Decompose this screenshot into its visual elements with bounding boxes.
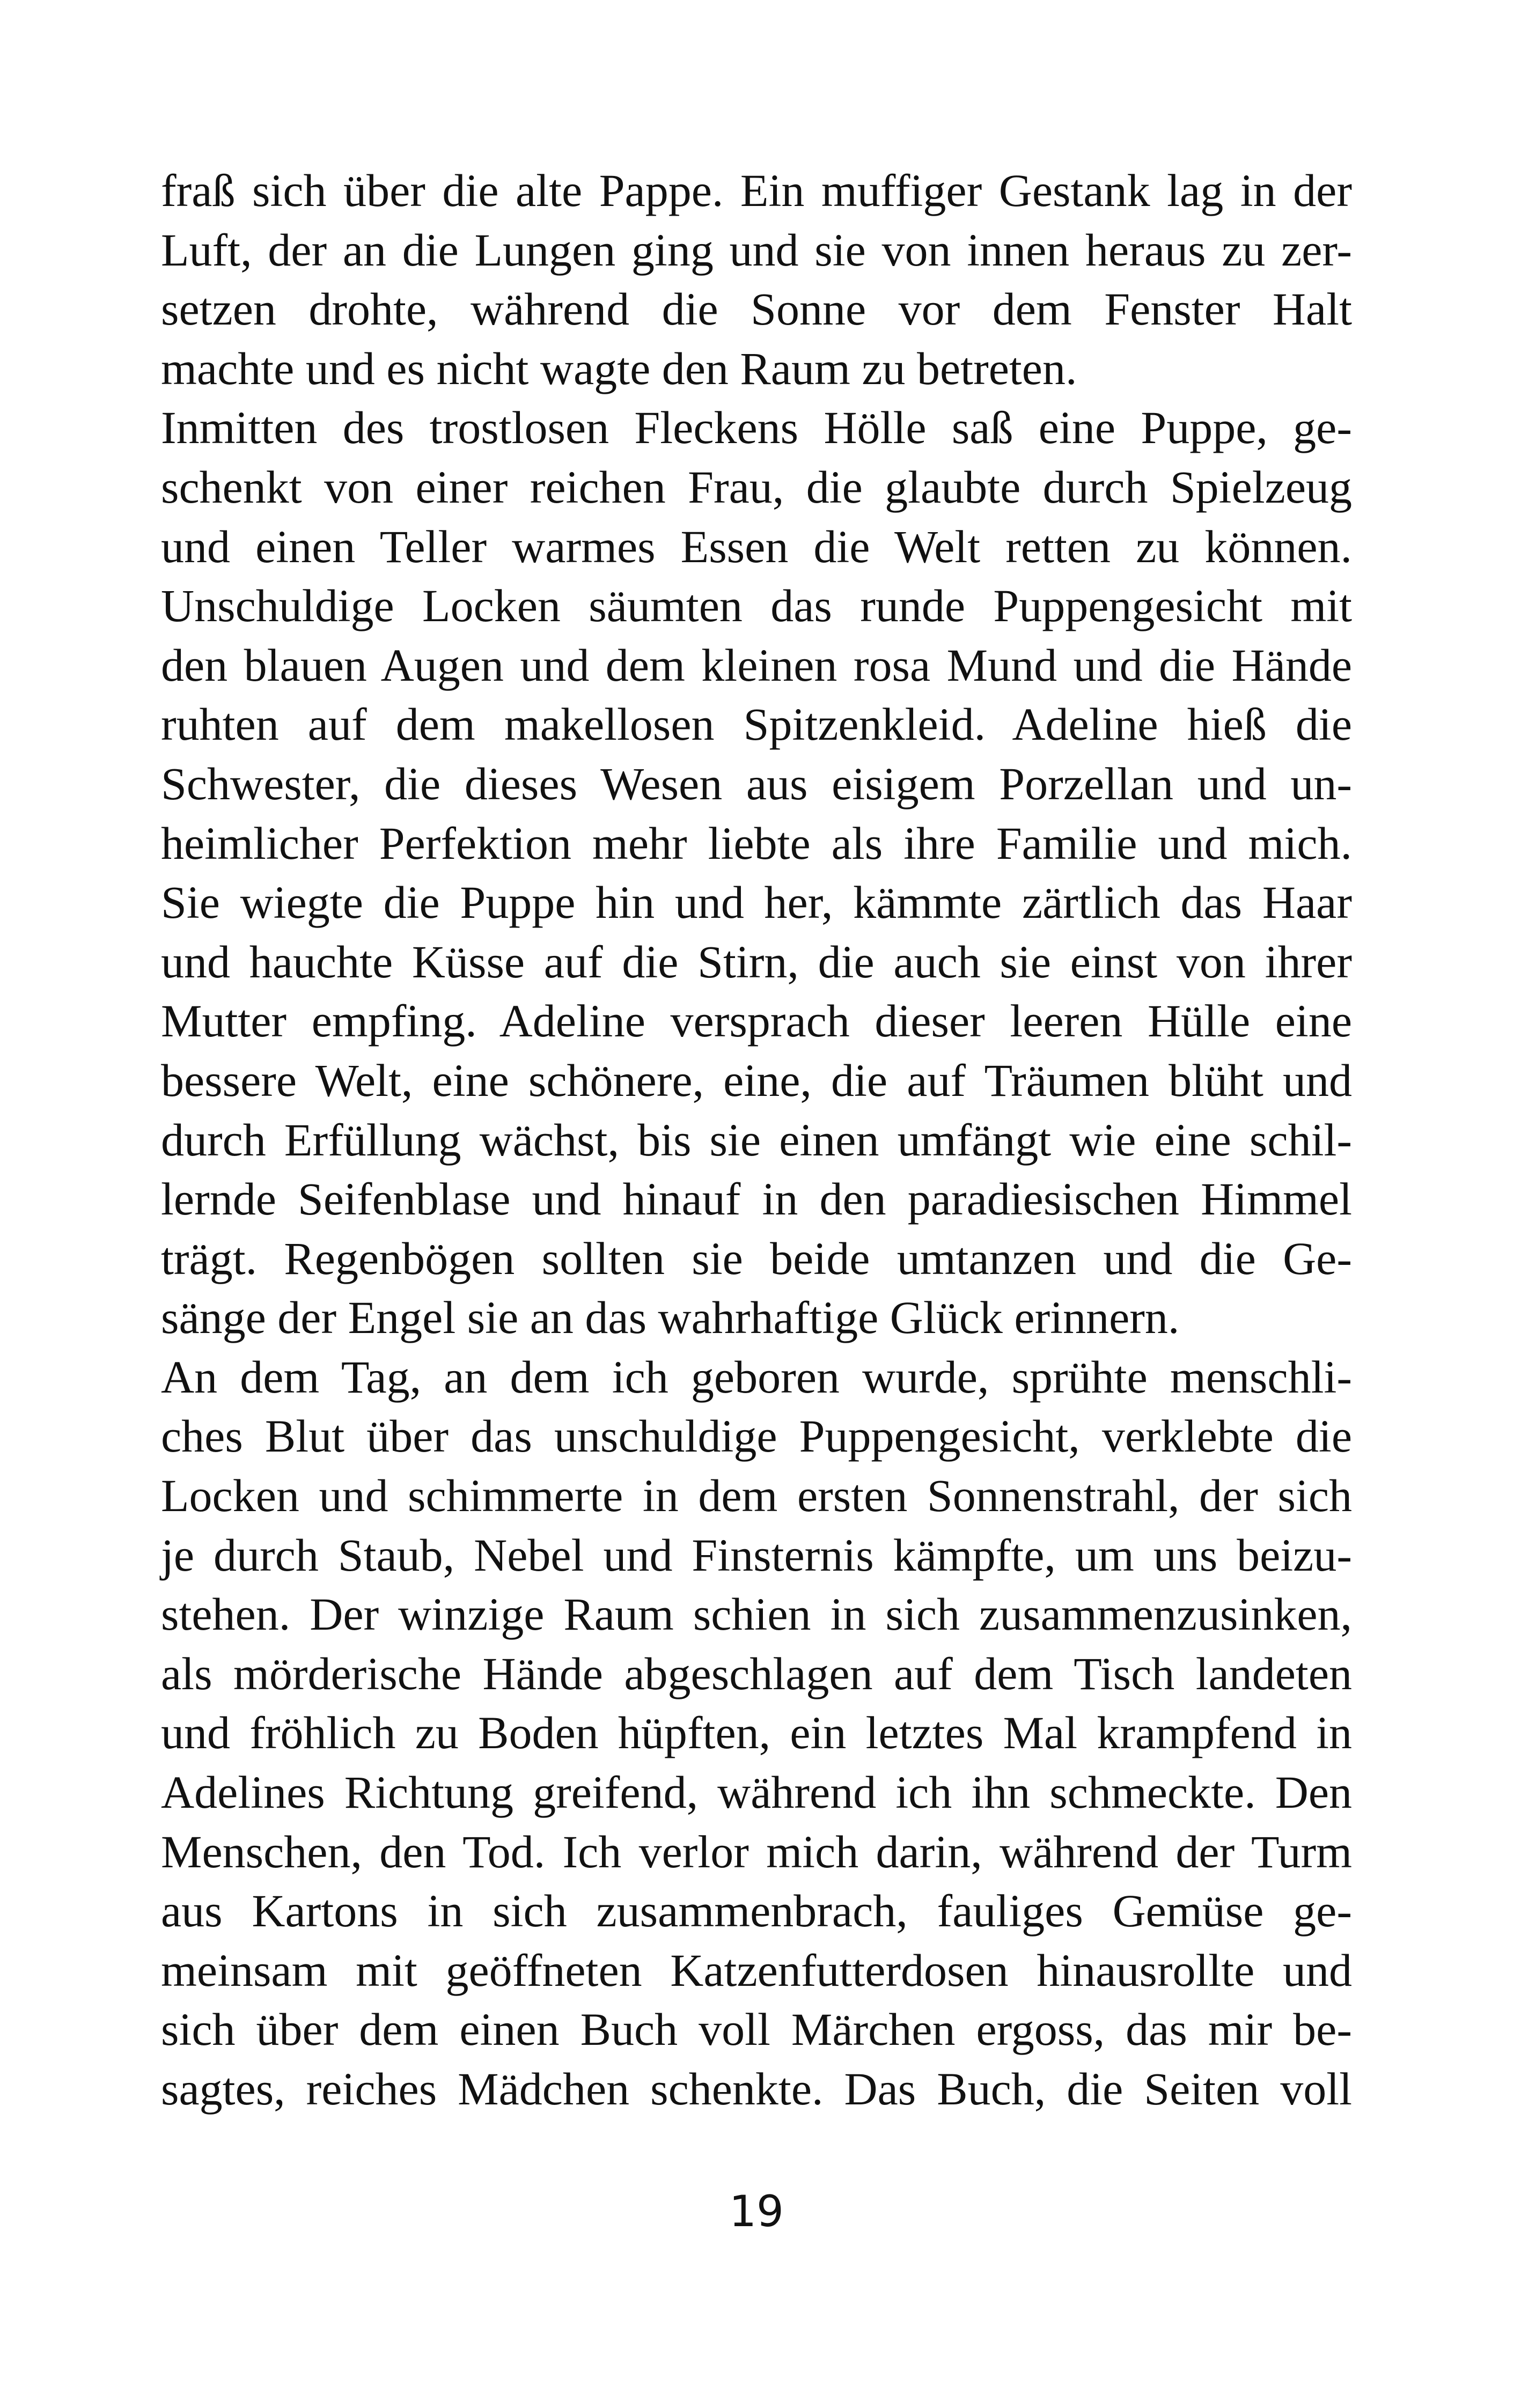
text-line: bessere Welt, eine schönere, eine, die auf Träumen blüht und	[161, 1054, 1352, 1106]
text-line: meinsam mit geöffneten Katzenfutterdosen hinausrollte und	[161, 1944, 1352, 1996]
text-line: schenkt von einer reichen Frau, die glaubte durch Spielzeug	[161, 461, 1352, 513]
text-line: ruhten auf dem makellosen Spitzenkleid. Adeline hieß die	[161, 698, 1352, 750]
text-line: ches Blut über das unschuldige Puppengesicht, verklebte die	[161, 1410, 1352, 1462]
text-line: durch Erfüllung wächst, bis sie einen umfängt wie eine schil-	[161, 1114, 1352, 1166]
text-line: Schwester, die dieses Wesen aus eisigem Porzellan und un-	[161, 757, 1352, 809]
text-line: Adelines Richtung greifend, während ich ihn schmeckte. Den	[161, 1766, 1352, 1818]
text-line: heimlicher Perfektion mehr liebte als ihre Familie und mich.	[161, 817, 1352, 869]
text-line: Sie wiegte die Puppe hin und her, kämmte zärtlich das Haar	[161, 877, 1352, 929]
text-line: Unschuldige Locken säumten das runde Puppengesicht mit	[161, 580, 1352, 632]
text-line: sänge der Engel sie an das wahrhaftige Glück erinnern.	[161, 1292, 1180, 1344]
text-line: Inmitten des trostlosen Fleckens Hölle saß eine Puppe, ge-	[161, 402, 1352, 454]
text-line: aus Kartons in sich zusammenbrach, fauliges Gemüse ge-	[161, 1885, 1352, 1937]
text-line: sagtes, reiches Mädchen schenkte. Das Buch, die Seiten voll	[161, 2063, 1352, 2115]
text-line: stehen. Der winzige Raum schien in sich zusammenzusinken,	[161, 1588, 1352, 1640]
text-line: machte und es nicht wagte den Raum zu betreten.	[161, 342, 1077, 394]
text-line: Mutter empfing. Adeline versprach dieser leeren Hülle eine	[161, 995, 1352, 1047]
text-line: Locken und schimmerte in dem ersten Sonnenstrahl, der sich	[161, 1470, 1352, 1522]
text-line: An dem Tag, an dem ich geboren wurde, sprühte menschli-	[161, 1351, 1352, 1403]
text-line: setzen drohte, während die Sonne vor dem Fenster Halt	[161, 283, 1352, 335]
text-line: und fröhlich zu Boden hüpften, ein letztes Mal krampfend in	[161, 1707, 1352, 1759]
text-line: Menschen, den Tod. Ich verlor mich darin, während der Turm	[161, 1825, 1352, 1877]
text-line: und einen Teller warmes Essen die Welt retten zu können.	[161, 520, 1352, 572]
body-text	[161, 161, 1352, 2119]
text-line: lernde Seifenblase und hinauf in den paradiesischen Himmel	[161, 1173, 1352, 1225]
text-line: sich über dem einen Buch voll Märchen ergoss, das mir be-	[161, 2004, 1352, 2056]
text-line: fraß sich über die alte Pappe. Ein muffiger Gestank lag in der	[161, 165, 1352, 216]
page-number: 19	[729, 2186, 784, 2236]
text-line: als mörderische Hände abgeschlagen auf dem Tisch landeten	[161, 1647, 1352, 1699]
text-line: je durch Staub, Nebel und Finsternis kämpfte, um uns beizu-	[161, 1529, 1352, 1581]
text-line: und hauchte Küsse auf die Stirn, die auch sie einst von ihrer	[161, 936, 1352, 988]
text-line: Luft, der an die Lungen ging und sie von innen heraus zu zer-	[161, 224, 1352, 276]
text-line: trägt. Regenbögen sollten sie beide umtanzen und die Ge-	[161, 1232, 1352, 1284]
text-line: den blauen Augen und dem kleinen rosa Mund und die Hände	[161, 639, 1352, 691]
